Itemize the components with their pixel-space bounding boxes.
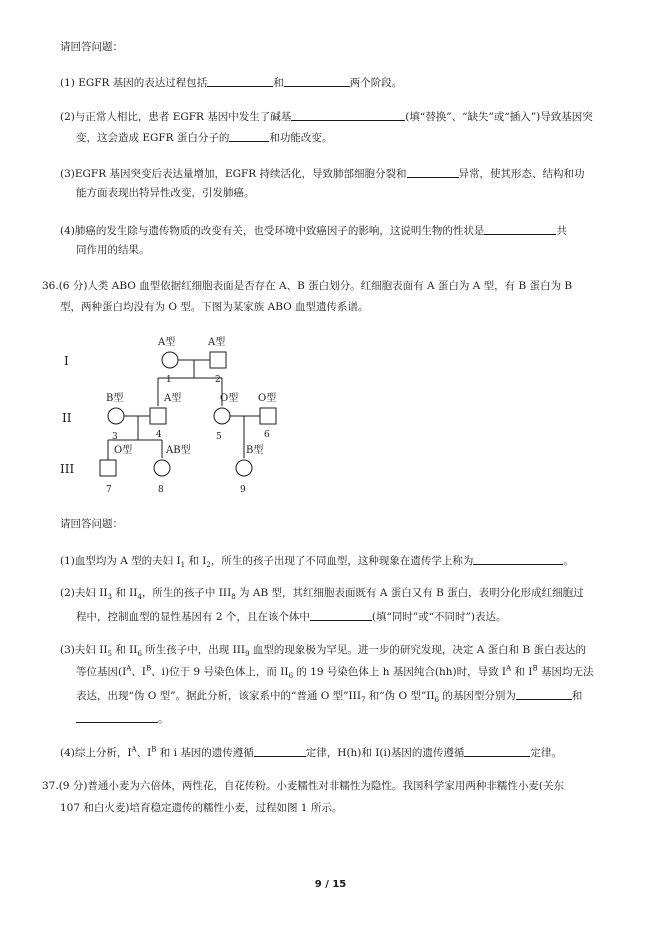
q36-p3-text-m: 的基因型分别为: [439, 690, 516, 702]
q36-intro-line1: 36.(6 分)人类 ABO 血型依据红细胞表面是否存在 A、B 蛋白划分。红细胞表面有 A 蛋白为 A 型，有 B 蛋白为 B: [42, 280, 573, 292]
q36-p2-text-f: (填“同时”或“不同时”)表达。: [371, 611, 507, 623]
id-I2: 2: [215, 375, 221, 385]
page-number: 9 / 15: [314, 879, 347, 890]
q35-p1-text-b: 和: [273, 77, 284, 89]
individual-III8-female: [154, 460, 170, 476]
q36-p3-text-c: 所生孩子中，出现 III: [141, 644, 246, 656]
q36-p1-text-c: ，所生的孩子出现了不同血型，这种现象在遗传学上称为: [210, 555, 474, 567]
q35-p4-text-a: (4)肺癌的发生除与遗传物质的改变有关，也受环境中致癌因子的影响，这说明生物的性状是: [60, 225, 485, 237]
q36-p3-text-a: (3)夫妇 II: [60, 644, 108, 656]
subscript: 8: [231, 593, 236, 602]
blood-type-II5: O型: [220, 393, 239, 404]
q36-p2-text-c: ，所生的孩子中 III: [141, 587, 232, 599]
subscript: 6: [434, 696, 440, 705]
individual-II6-male: [260, 408, 276, 424]
generation-label-I: I: [64, 354, 69, 368]
q36-intro-line2: 型，两种蛋白均没有为 O 型。下图为某家族 ABO 血型遗传系谱。: [60, 301, 369, 313]
subscript: 5: [107, 650, 112, 659]
q36-p2-text-a: (2)夫妇 II: [60, 587, 108, 599]
generation-label-III: III: [60, 462, 75, 476]
q36-p4-text-b: 、I: [136, 747, 152, 759]
individual-I1-female: [162, 352, 178, 368]
q36-p2-text-d: 为 AB 型，其红细胞表面既有 A 蛋白又有 B 蛋白，表明分化形成红细胞过: [235, 587, 584, 599]
id-II4: 4: [156, 430, 162, 440]
q36-p2-text-e: 程中，控制血型的显性基因有 2 个，且在该个体中: [76, 611, 310, 623]
q36-p3-text-g: 、i)位于 9 号染色体上，而 II: [151, 666, 289, 678]
superscript: A: [126, 664, 132, 673]
q36-p1-text-b: 和 I: [185, 555, 207, 567]
q35-p1-text-a: (1) EGFR 基因的表达过程包括: [60, 77, 208, 89]
subscript: 7: [360, 696, 366, 705]
subscript: 3: [107, 593, 112, 602]
blood-type-III8: AB型: [166, 445, 191, 456]
superscript: B: [151, 745, 157, 754]
q36-prompt: 请回答问题：: [60, 518, 123, 530]
superscript: A: [506, 664, 512, 673]
answer-blank[interactable]: [484, 224, 556, 235]
q36-p1-text-d: 。: [563, 555, 574, 567]
q37-line1: 37.(9 分)普通小麦为六倍体，两性花，自花传粉。小麦糯性对非糯性为隐性。我国科学家用两种非糯性小麦(关东: [42, 780, 565, 792]
id-III7: 7: [106, 485, 112, 495]
answer-blank[interactable]: [291, 110, 405, 121]
q36-part3-line3: [76, 689, 583, 705]
q36-part3-line4: [76, 712, 169, 725]
subscript: 6: [288, 672, 294, 681]
superscript: B: [532, 664, 538, 673]
answer-blank[interactable]: [284, 76, 350, 87]
blood-type-I2: A型: [208, 337, 226, 348]
blood-type-II4: A型: [164, 393, 182, 404]
answer-blank[interactable]: [473, 554, 563, 565]
q36-part1: [60, 554, 574, 570]
q35-part4-line1: [60, 224, 567, 237]
individual-II4-male: [150, 408, 166, 424]
q36-p3-text-h: 的 19 号染色体上 h 基因纯合(hh)时，导致 I: [293, 666, 507, 678]
q35-p3-text-a: (3)EGFR 基因突变后表达量增加，EGFR 持续活化，导致肺部细胞分裂和: [60, 168, 407, 180]
q35-p2-text-c: 变，这会造成 EGFR 蛋白分子的: [76, 132, 230, 144]
blood-type-III9: B型: [246, 445, 264, 456]
q36-part2-line2: [76, 610, 507, 623]
blood-type-I1: A型: [158, 337, 176, 348]
q36-p3-text-i: 和 I: [511, 666, 533, 678]
answer-blank[interactable]: [76, 712, 158, 723]
q35-p4-text-b: 共: [556, 225, 567, 237]
q36-p3-text-f: 、I: [131, 666, 146, 678]
subscript: 9: [245, 650, 250, 659]
q36-part3-line2: [76, 664, 594, 681]
answer-blank[interactable]: [310, 610, 372, 621]
id-I1: 1: [166, 375, 172, 385]
q36-p4-text-a: (4)综上分析，I: [60, 747, 132, 759]
superscript: A: [131, 745, 137, 754]
blood-type-III7: O型: [114, 445, 133, 456]
generation-label-II: II: [62, 411, 72, 425]
q36-p3-text-b: 和 II: [111, 644, 138, 656]
answer-blank[interactable]: [407, 167, 459, 178]
q35-part3-line1: [60, 167, 585, 180]
q35-part4-line2: 同作用的结果。: [76, 244, 150, 256]
q35-p2-text-a: (2)与正常人相比，患者 EGFR 基因中发生了碱基: [60, 111, 292, 123]
q36-p3-text-o: 。: [158, 713, 169, 725]
individual-I2-male: [210, 352, 226, 368]
blood-type-II6: O型: [258, 393, 277, 404]
answer-blank[interactable]: [464, 746, 530, 757]
q36-part4: [60, 746, 562, 759]
q35-p3-text-b: 异常，使其形态、结构和功: [458, 168, 585, 180]
id-II3: 3: [112, 432, 118, 442]
q36-p3-text-e: 等位基因(I: [76, 666, 127, 678]
id-III9: 9: [240, 485, 246, 495]
id-III8: 8: [158, 485, 164, 495]
individual-III9-female: [236, 460, 252, 476]
q35-p2-text-d: 和功能改变。: [269, 132, 333, 144]
q36-part2-line1: [60, 587, 584, 602]
id-II5: 5: [216, 432, 222, 442]
individual-III7-male: [100, 460, 116, 476]
q36-part3-line1: [60, 644, 587, 659]
superscript: B: [145, 664, 152, 673]
q36-p4-text-c: 和 i 基因的遗传遵循: [156, 747, 254, 759]
q35-prompt: 请回答问题：: [60, 41, 123, 53]
answer-blank[interactable]: [207, 76, 273, 87]
q37-line2: 107 和白火麦)培育稳定遗传的糯性小麦，过程如图 1 所示。: [60, 802, 343, 814]
subscript: 4: [137, 593, 142, 602]
q36-p4-text-d: 定律，H(h)和 I(i)基因的遗传遵循: [305, 747, 465, 759]
answer-blank[interactable]: [254, 746, 306, 757]
q36-p3-text-j: 基因均无法: [537, 666, 594, 678]
q36-p3-text-k: 表达，出现“伪 O 型”。据此分析，该家系中的“普通 O 型”III: [76, 690, 361, 702]
id-II6: 6: [264, 430, 270, 440]
q35-part2-line2: [76, 131, 332, 144]
q36-p4-text-e: 定律。: [530, 747, 562, 759]
blood-type-II3: B型: [106, 393, 124, 404]
answer-blank[interactable]: [229, 131, 269, 142]
individual-II5-female: [214, 408, 230, 424]
pedigree-diagram: [52, 330, 312, 500]
q36-p3-text-n: 和: [571, 690, 583, 702]
q36-p3-text-d: 血型的现象极为罕见。进一步的研究发现，决定 A 蛋白和 B 蛋白表达的: [249, 644, 587, 656]
answer-blank[interactable]: [516, 689, 572, 700]
subscript: 2: [206, 561, 211, 570]
q36-p2-text-b: 和 II: [111, 587, 138, 599]
q36-p3-text-l: 和“伪 O 型”II: [365, 690, 435, 702]
q35-part1: [60, 76, 402, 89]
q35-part2-line1: [60, 110, 593, 123]
q35-p1-text-c: 两个阶段。: [349, 77, 403, 89]
q36-p1-text-a: (1)血型均为 A 型的夫妇 I: [60, 555, 181, 567]
individual-II3-female: [108, 408, 124, 424]
q35-part3-line2: 能方面表现出特异性改变，引发肺癌。: [76, 187, 255, 199]
subscript: 1: [180, 561, 186, 570]
q35-p2-text-b: (填“替换”、“缺失”或“插入”)导致基因突: [405, 111, 593, 123]
subscript: 6: [137, 650, 142, 659]
